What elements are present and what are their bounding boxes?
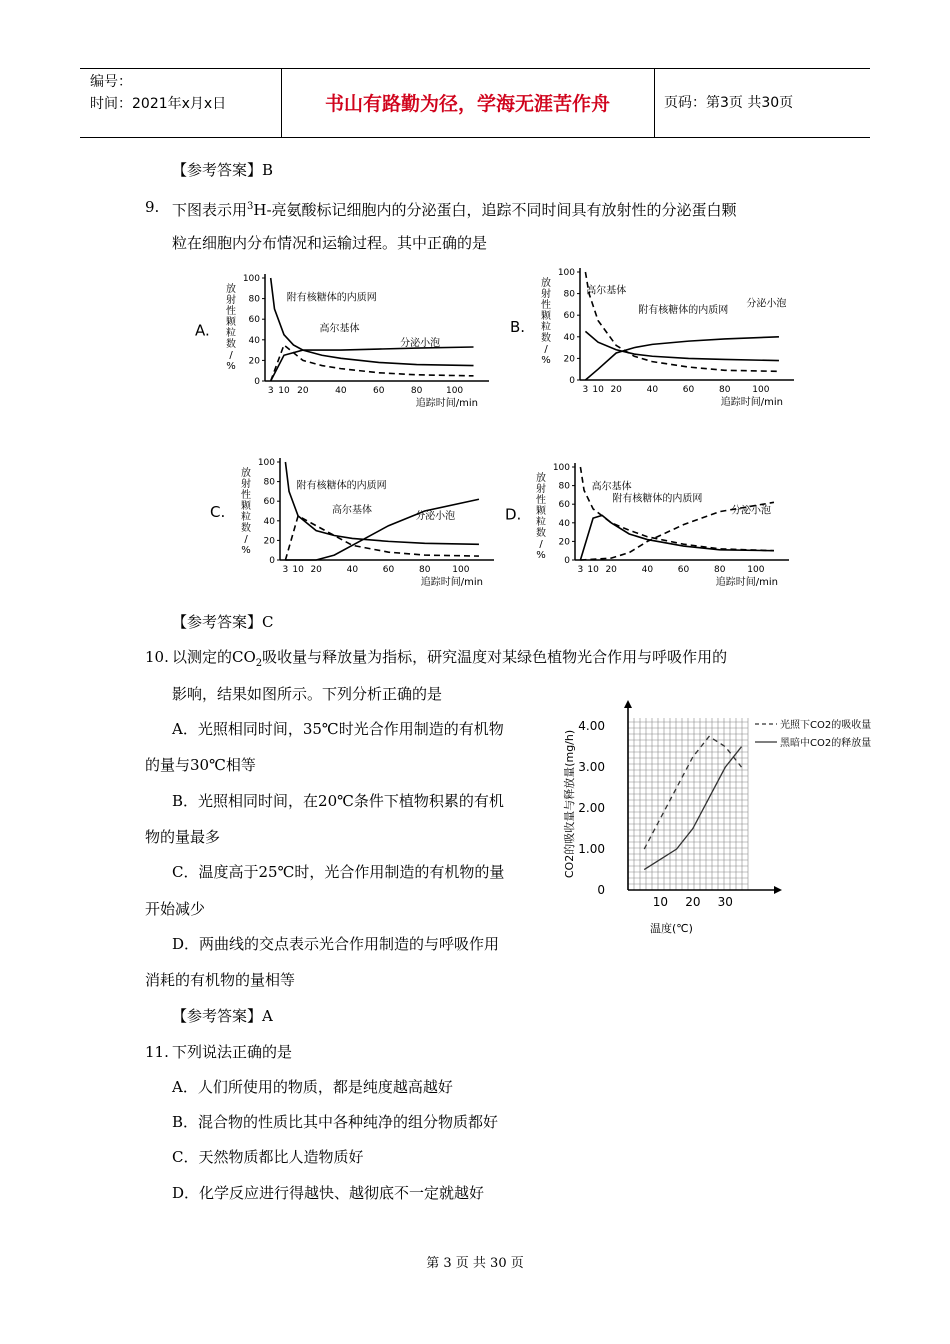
x-tick-label: 10 [292,565,304,575]
y-axis-label-char: 颗 [541,311,551,322]
x-tick-label: 20 [297,386,309,396]
y-tick-label: 0 [597,883,605,897]
y-axis-label-char: 射 [536,484,546,495]
x-tick-label: 80 [410,386,423,396]
y-axis-label-char: / [244,534,248,545]
q9-panel-d [495,457,795,592]
y-tick-label: 40 [563,332,575,343]
series-line [285,462,479,544]
q10-option-a-cont: 的量与30℃相等 [145,756,256,774]
q10-number: 10. [145,648,169,666]
series-label: 分泌小泡 [400,337,441,349]
series-line [644,736,741,849]
x-tick-label: 60 [382,565,395,575]
y-tick-label: 2.00 [578,801,605,816]
header-motto: 书山有路勤为径，学海无涯苦作舟 [324,93,610,115]
y-tick-label: 40 [558,518,570,529]
x-axis-title: 追踪时间/min [720,397,783,408]
x-tick-label: 3 [267,386,274,396]
x-tick-label: 10 [652,895,669,909]
y-axis-label-char: 数 [541,333,551,344]
y-axis-label-char: 射 [541,289,551,300]
y-axis-label-char: 射 [226,295,236,306]
x-tick-label: 3 [582,385,589,395]
series-line [580,515,774,560]
x-tick-label: 100 [752,385,770,395]
q10-chart [555,690,900,940]
page-header [80,68,870,138]
q10-option-a: A．光照相同时间，35℃时光合作用制造的有机物 [172,720,504,738]
y-tick-label: 20 [263,536,275,547]
y-tick-label: 60 [263,497,275,508]
x-tick-label: 10 [592,385,604,395]
panel-letter: B. [510,318,526,336]
y-axis-label-char: 颗 [241,501,251,512]
x-tick-label: 10 [278,386,290,396]
series-label: 高尔基体 [591,481,632,493]
x-tick-label: 3 [577,565,584,575]
legend-label: 黑暗中CO2的释放量 [780,738,872,749]
q8-answer: 【参考答案】B [172,161,274,179]
q10-option-b-cont: 物的量最多 [145,828,221,846]
series-label: 高尔基体 [586,285,627,297]
q10-answer: 【参考答案】A [172,1007,273,1025]
series-label: 附有核糖体的内质网 [296,480,387,492]
q9-panel-a [185,268,495,413]
y-tick-label: 100 [257,458,275,468]
x-tick-label: 60 [682,385,695,395]
q9-number: 9. [145,198,160,216]
y-axis-label-char: 粒 [226,328,236,339]
x-tick-label: 40 [335,386,347,396]
y-tick-label: 80 [563,289,575,300]
y-axis-label-char: % [541,355,551,366]
x-tick-label: 20 [685,895,701,909]
y-axis-label-char: 性 [536,495,546,506]
y-axis-label-char: / [229,350,233,361]
x-tick-label: 100 [747,565,765,575]
series-line [585,331,779,360]
x-tick-label: 60 [373,386,385,396]
x-tick-label: 100 [452,565,470,575]
x-axis-title: 追踪时间/min [715,577,778,588]
y-tick-label: 80 [558,481,570,492]
legend-label: 光照下CO2的吸收量 [780,720,872,731]
date-label: 时间：2021年x月x日 [90,96,227,112]
x-axis-arrow [774,886,782,894]
y-tick-label: 20 [558,537,570,548]
panel-letter: D. [505,505,522,524]
q10-stem: 以测定的$CO_2$吸收量与释放量为指标，研究温度对某绿色植物光合作用与呼吸作用的 [172,648,728,669]
q10-option-c: C．温度高于25℃时，光合作用制造的有机物的量 [172,863,505,881]
y-tick-label: 4.00 [578,719,605,734]
y-axis-label-char: 放 [536,473,546,484]
header-divider [654,69,655,137]
y-axis-label-char: 放 [541,278,551,289]
panel-letter: C. [210,503,226,521]
y-tick-label: 1.00 [578,842,605,857]
q11-number: 11. [145,1043,169,1061]
y-axis-label-char: % [241,545,251,556]
q9-answer: 【参考答案】C [172,613,274,631]
x-tick-label: 10 [587,565,599,575]
q9-stem-line1: 下图表示用$^3$H-亮氨酸标记细胞内的分泌蛋白，追踪不同时间具有放射性的分泌蛋白颗 [172,201,737,219]
y-axis-label-char: / [544,344,548,355]
number-label: 编号： [90,74,132,90]
x-axis-title: 追踪时间/min [415,398,478,409]
y-axis-label-char: 粒 [536,517,546,528]
y-tick-label: 100 [552,463,570,473]
y-axis-label-char: 数 [241,523,251,534]
x-tick-label: 20 [605,565,617,575]
y-tick-label: 0 [569,376,575,386]
y-axis-label-char: 性 [241,490,251,501]
series-line [644,747,741,870]
q10-option-d-cont: 消耗的有机物的量相等 [145,971,296,989]
y-tick-label: 20 [563,354,575,365]
y-axis-title: CO2的吸收量与释放量(mg/h) [563,729,576,879]
q11-stem: 下列说法正确的是 [172,1043,293,1061]
y-axis-label-char: 粒 [241,512,251,523]
y-tick-label: 0 [254,377,260,387]
q11-option-a: A．人们所使用的物质，都是纯度越高越好 [172,1078,453,1096]
x-tick-label: 20 [310,565,322,575]
x-tick-label: 40 [646,385,659,395]
series-label: 分泌小泡 [415,510,456,522]
q11-option-c: C．天然物质都比人造物质好 [172,1148,364,1166]
header-page-label: 页码：第3页 共30页 [664,95,794,111]
y-tick-label: 100 [557,268,575,278]
q9-panel-c [200,452,500,592]
x-axis-title: 追踪时间/min [420,577,483,588]
q11-option-d: D．化学反应进行得越快、越彻底不一定就越好 [172,1184,485,1202]
y-axis-arrow [624,700,632,708]
panel-letter: A. [195,321,210,340]
y-axis-label-char: / [539,539,543,550]
series-label: 分泌小泡 [746,298,787,310]
y-tick-label: 60 [563,311,575,322]
y-axis-label-char: 放 [226,284,236,295]
y-axis-label-char: % [536,550,546,561]
q10-stem-line2: 影响，结果如图所示。下列分析正确的是 [172,685,443,703]
x-tick-label: 80 [718,385,731,395]
series-label: 附有核糖体的内质网 [612,493,703,505]
series-label: 分泌小泡 [731,505,771,517]
x-tick-label: 80 [418,565,431,575]
series-label: 高尔基体 [319,323,360,335]
x-axis-title: 温度(℃) [650,922,693,935]
x-tick-label: 30 [717,895,733,909]
series-line [271,278,474,366]
y-axis-label-char: 放 [241,468,251,479]
y-tick-label: 0 [269,556,275,566]
y-axis-label-char: % [226,361,236,372]
y-tick-label: 20 [248,356,260,367]
y-tick-label: 0 [564,556,570,566]
page-footer: 第 3 页 共 30 页 [426,1256,524,1271]
x-tick-label: 3 [282,565,289,575]
y-tick-label: 3.00 [578,760,605,775]
q10-option-c-cont: 开始减少 [145,900,206,918]
y-axis-label-char: 颗 [226,317,236,328]
y-axis-label-char: 射 [241,479,251,490]
y-tick-label: 40 [263,516,275,527]
y-tick-label: 100 [242,274,260,284]
x-tick-label: 40 [346,565,359,575]
y-axis-label-char: 性 [226,306,236,317]
x-tick-label: 80 [713,565,726,575]
y-axis-label-char: 粒 [541,322,551,333]
header-left [90,71,226,115]
series-label: 附有核糖体的内质网 [286,292,377,304]
x-tick-label: 40 [641,565,654,575]
x-tick-label: 20 [610,385,622,395]
y-tick-label: 60 [558,500,570,511]
x-tick-label: 100 [445,386,464,396]
y-axis-label-char: 数 [536,528,546,539]
y-tick-label: 80 [248,294,260,305]
q10-option-b: B．光照相同时间，在20℃条件下植物积累的有机 [172,792,504,810]
q10-option-d: D．两曲线的交点表示光合作用制造的与呼吸作用 [172,935,500,953]
y-axis-label-char: 数 [226,339,236,350]
y-tick-label: 40 [248,335,260,346]
y-axis-label-char: 性 [541,300,551,311]
series-line [285,516,479,560]
q9-panel-b [500,262,800,412]
q9-stem-line2: 粒在细胞内分布情况和运输过程。其中正确的是 [172,234,488,252]
x-tick-label: 60 [677,565,690,575]
series-label: 高尔基体 [332,504,372,516]
y-tick-label: 60 [248,315,260,326]
y-tick-label: 80 [263,477,275,488]
y-axis-label-char: 颗 [536,506,546,517]
series-label: 附有核糖体的内质网 [638,305,729,317]
q11-option-b: B．混合物的性质比其中各种纯净的组分物质都好 [172,1113,499,1131]
